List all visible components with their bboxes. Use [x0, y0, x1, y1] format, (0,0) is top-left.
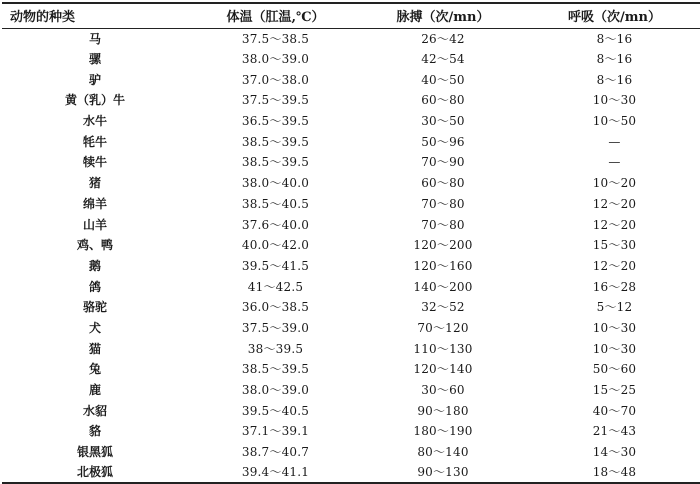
cell-animal-species: 骡: [88, 52, 101, 67]
cell-body-temperature: 37.6～40.0: [241, 217, 310, 232]
cell-body-temperature: 40.0～42.0: [241, 238, 310, 253]
cell-animal-species: 牦牛: [82, 134, 107, 149]
table-row: [2, 276, 700, 297]
table-row: [2, 214, 700, 235]
cell-animal-species: 兔: [88, 362, 101, 377]
cell-animal-species: 绵羊: [82, 196, 107, 211]
cell-animal-species: 犊牛: [82, 155, 107, 170]
cell-body-temperature: 38.0～39.0: [241, 383, 310, 398]
cell-animal-species: 骆驼: [82, 300, 107, 315]
table-row: [2, 173, 700, 194]
header-animal-species: 动物的种类: [2, 3, 188, 28]
header-body-temperature: 体温（肛温,℃）: [188, 3, 363, 28]
cell-pulse: 32～52: [421, 300, 465, 315]
cell-respiration: 50～60: [592, 362, 637, 377]
cell-body-temperature: 38.5～39.5: [241, 134, 310, 149]
table-header-row: [2, 3, 700, 28]
cell-pulse: 30～60: [421, 383, 465, 398]
cell-pulse: 90～180: [417, 403, 469, 418]
cell-animal-species: 犬: [88, 320, 101, 335]
cell-pulse: 26～42: [421, 31, 465, 46]
cell-pulse: 30～50: [421, 114, 465, 129]
cell-animal-species: 猫: [88, 341, 101, 356]
table-row: [2, 462, 700, 483]
cell-respiration: 10～30: [592, 93, 637, 108]
cell-pulse: 140～200: [413, 279, 473, 294]
cell-pulse: 120～160: [413, 258, 473, 273]
cell-pulse: 42～54: [421, 52, 465, 67]
cell-body-temperature: 38.7～40.7: [241, 445, 310, 460]
cell-animal-species: 银黑狐: [76, 445, 113, 460]
cell-pulse: 50～96: [421, 134, 465, 149]
table-row: [2, 442, 700, 463]
cell-animal-species: 马: [88, 31, 101, 46]
cell-body-temperature: 36.5～39.5: [241, 114, 310, 129]
cell-respiration: —: [608, 134, 621, 149]
cell-animal-species: 貉: [88, 424, 101, 439]
cell-body-temperature: 38.5～39.5: [241, 155, 310, 170]
header-pulse: 脉搏（次/mn）: [363, 3, 523, 28]
cell-respiration: 8～16: [596, 31, 633, 46]
table-row: [2, 111, 700, 132]
cell-pulse: 60～80: [421, 93, 465, 108]
cell-respiration: 14～30: [592, 445, 637, 460]
table-row: [2, 49, 700, 70]
cell-respiration: 10～30: [592, 341, 637, 356]
table-row: [2, 380, 700, 401]
cell-body-temperature: 39.4～41.1: [188, 462, 363, 483]
cell-pulse: 90～130: [363, 462, 523, 483]
cell-animal-species: 黄（乳）牛: [64, 93, 125, 108]
table-row: [2, 28, 700, 49]
cell-animal-species: 水牛: [82, 114, 107, 129]
header-respiration: 呼吸（次/mn）: [523, 3, 700, 28]
cell-body-temperature: 37.1～39.1: [241, 424, 310, 439]
cell-body-temperature: 37.0～38.0: [241, 72, 310, 87]
cell-pulse: 70～80: [421, 196, 465, 211]
table-row: [2, 400, 700, 421]
cell-respiration: 15～25: [592, 383, 637, 398]
cell-pulse: 120～200: [413, 238, 473, 253]
cell-respiration: 8～16: [596, 72, 633, 87]
cell-pulse: 120～140: [413, 362, 473, 377]
cell-respiration: 12～20: [592, 217, 637, 232]
table-row: [2, 297, 700, 318]
cell-animal-species: 驴: [88, 72, 101, 87]
cell-respiration: —: [608, 155, 621, 170]
cell-body-temperature: 37.5～38.5: [241, 31, 310, 46]
cell-body-temperature: 38～39.5: [247, 341, 304, 356]
cell-animal-species: 山羊: [82, 217, 107, 232]
cell-body-temperature: 37.5～39.0: [241, 320, 310, 335]
cell-respiration: 12～20: [592, 196, 637, 211]
cell-respiration: 12～20: [592, 258, 637, 273]
cell-animal-species: 鹿: [88, 383, 101, 398]
cell-respiration: 18～48: [523, 462, 700, 483]
cell-body-temperature: 38.0～40.0: [241, 176, 310, 191]
cell-pulse: 40～50: [421, 72, 465, 87]
cell-body-temperature: 41～42.5: [247, 279, 304, 294]
table-row: [2, 318, 700, 339]
cell-body-temperature: 36.0～38.5: [241, 300, 310, 315]
cell-pulse: 80～140: [417, 445, 469, 460]
table-body: [2, 28, 700, 483]
vital-signs-table-container: [2, 2, 698, 484]
cell-animal-species: 北极狐: [2, 462, 188, 483]
table-row: [2, 194, 700, 215]
cell-pulse: 70～80: [421, 217, 465, 232]
cell-pulse: 70～120: [417, 320, 469, 335]
cell-respiration: 16～28: [592, 279, 637, 294]
cell-animal-species: 鹅: [88, 258, 101, 273]
cell-body-temperature: 38.5～39.5: [241, 362, 310, 377]
table-row: [2, 152, 700, 173]
cell-animal-species: 鸽: [88, 279, 101, 294]
animal-vital-signs-table: [2, 2, 700, 484]
cell-pulse: 180～190: [413, 424, 473, 439]
table-row: [2, 235, 700, 256]
cell-body-temperature: 39.5～41.5: [241, 258, 310, 273]
cell-body-temperature: 39.5～40.5: [241, 403, 310, 418]
cell-animal-species: 鸡、鸭: [76, 238, 113, 253]
cell-pulse: 70～90: [421, 155, 465, 170]
cell-respiration: 5～12: [596, 300, 633, 315]
cell-respiration: 10～20: [592, 176, 637, 191]
cell-body-temperature: 38.5～40.5: [241, 196, 310, 211]
cell-respiration: 21～43: [592, 424, 637, 439]
cell-respiration: 8～16: [596, 52, 633, 67]
table-row: [2, 359, 700, 380]
cell-respiration: 15～30: [592, 238, 637, 253]
cell-pulse: 110～130: [413, 341, 473, 356]
table-row: [2, 90, 700, 111]
table-row: [2, 256, 700, 277]
cell-animal-species: 猪: [88, 176, 101, 191]
table-row: [2, 131, 700, 152]
cell-respiration: 10～30: [592, 320, 637, 335]
cell-respiration: 40～70: [592, 403, 637, 418]
cell-body-temperature: 38.0～39.0: [241, 52, 310, 67]
cell-pulse: 60～80: [421, 176, 465, 191]
table-row: [2, 69, 700, 90]
cell-respiration: 10～50: [592, 114, 637, 129]
table-row: [2, 338, 700, 359]
table-row: [2, 421, 700, 442]
cell-body-temperature: 37.5～39.5: [241, 93, 310, 108]
cell-animal-species: 水貂: [82, 403, 107, 418]
